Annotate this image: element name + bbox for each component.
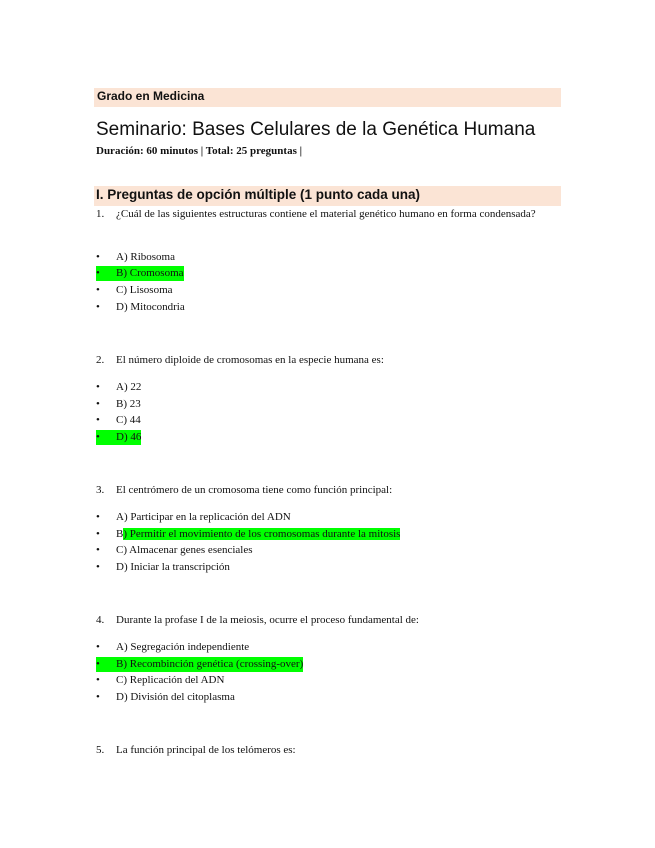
question-number: 2. <box>96 354 105 366</box>
bullet-icon: • <box>96 301 100 313</box>
bullet-icon: • <box>96 267 100 279</box>
bullet-icon: • <box>96 251 100 263</box>
bullet-icon: • <box>96 381 100 393</box>
bullet-icon: • <box>96 561 100 573</box>
bullet-icon: • <box>96 398 100 410</box>
question-text: El número diploide de cromosomas en la especie humana es: <box>116 354 384 366</box>
bullet-icon: • <box>96 641 100 653</box>
option: • D) División del citoplasma <box>96 691 235 703</box>
option: • A) Segregación independiente <box>96 641 250 653</box>
option: • D) Iniciar la transcripción <box>96 561 230 573</box>
question-number: 4. <box>96 614 105 626</box>
page-title: Seminario: Bases Celulares de la Genética Humana <box>96 119 536 140</box>
question-text: Durante la profase I de la meiosis, ocurre el proceso fundamental de: <box>116 614 419 626</box>
question-number: 5. <box>96 744 105 756</box>
option: • A) 22 <box>96 381 142 393</box>
option-correct: • B) Recombinción genética (crossing-over) <box>96 658 304 670</box>
section-title: I. Preguntas de opción múltiple (1 punto cada una) <box>96 187 421 202</box>
bullet-icon: • <box>96 284 100 296</box>
bullet-icon: • <box>96 674 100 686</box>
question-text: El centrómero de un cromosoma tiene como función principal: <box>116 484 393 496</box>
program-label: Grado en Medicina <box>97 89 205 103</box>
option: • A) Participar en la replicación del ADN <box>96 511 291 523</box>
option-correct: • B) Permitir el movimiento de los cromosomas durante la mitosis <box>96 528 401 540</box>
question-number: 1. <box>96 208 105 220</box>
bullet-icon: • <box>96 658 100 670</box>
option: • C) Replicación del ADN <box>96 674 225 686</box>
option: • C) 44 <box>96 414 141 426</box>
bullet-icon: • <box>96 431 100 443</box>
question-number: 3. <box>96 484 105 496</box>
option: • B) 23 <box>96 398 141 410</box>
question-text: ¿Cuál de las siguientes estructuras contiene el material genético humano en forma condensada? <box>116 208 536 220</box>
option: • C) Lisosoma <box>96 284 173 296</box>
bullet-icon: • <box>96 691 100 703</box>
bullet-icon: • <box>96 511 100 523</box>
option: • C) Almacenar genes esenciales <box>96 544 253 556</box>
option-correct: • B) Cromosoma <box>96 267 184 279</box>
exam-meta: Duración: 60 minutos | Total: 25 preguntas | <box>96 145 303 157</box>
question-text: La función principal de los telómeros es: <box>116 744 296 756</box>
option: • A) Ribosoma <box>96 251 175 263</box>
bullet-icon: • <box>96 544 100 556</box>
bullet-icon: • <box>96 414 100 426</box>
option-correct: • D) 46 <box>96 431 142 443</box>
option: • D) Mitocondria <box>96 301 185 313</box>
bullet-icon: • <box>96 528 100 540</box>
